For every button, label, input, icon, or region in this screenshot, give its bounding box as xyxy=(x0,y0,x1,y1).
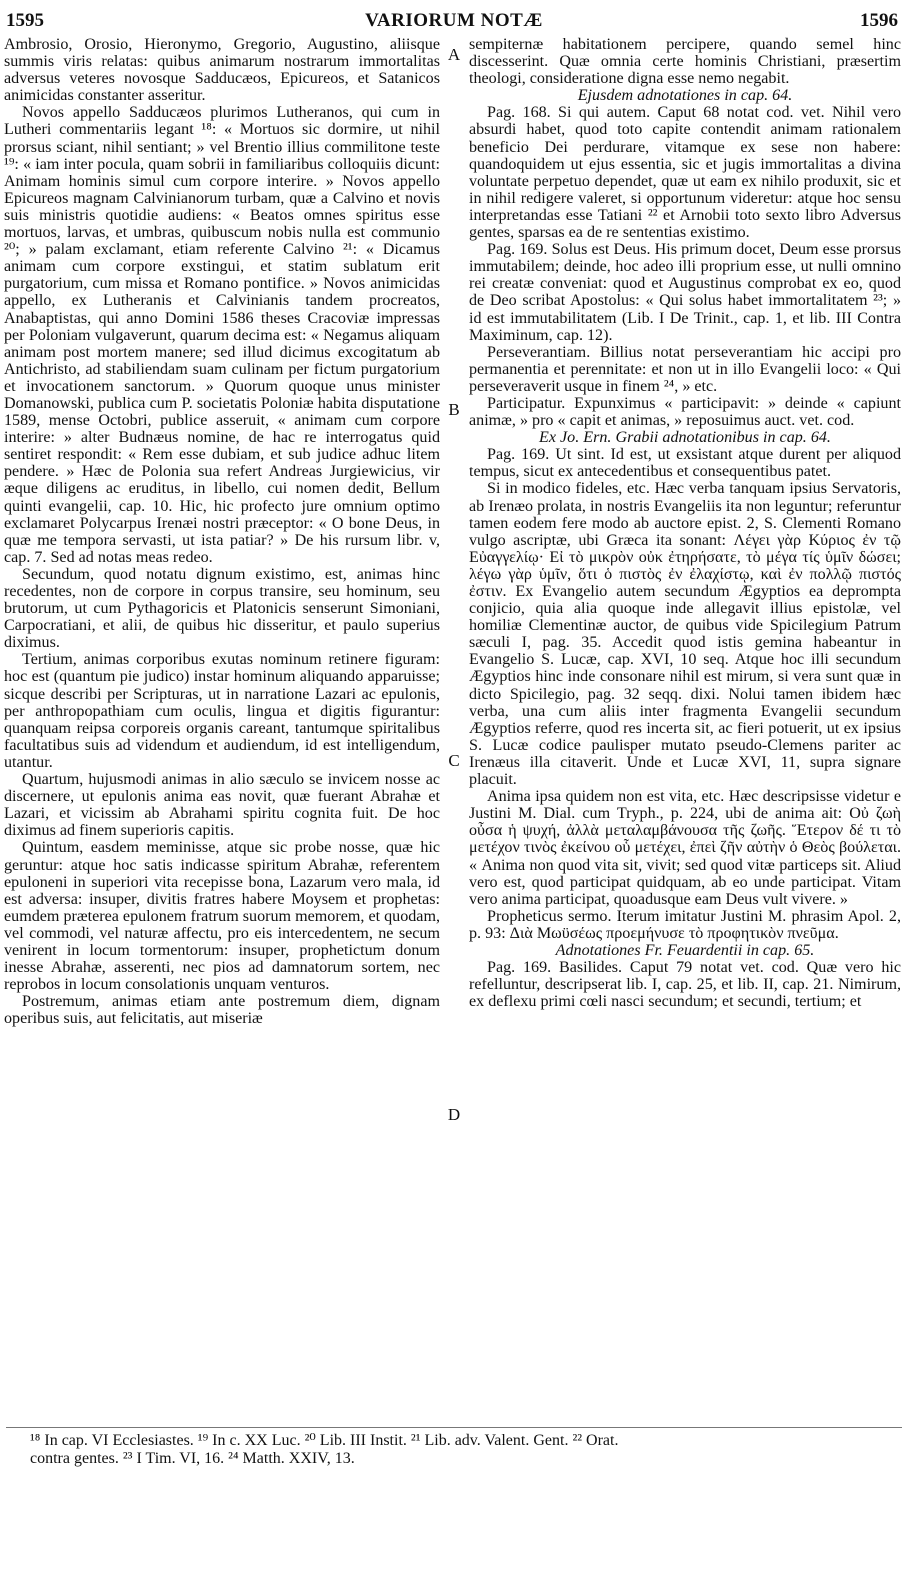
right-column xyxy=(469,36,901,1010)
footnote-line: ¹⁸ In cap. VI Ecclesiastes. ¹⁹ In c. XX Luc. ²⁰ Lib. III Instit. ²¹ Lib. adv. Valent. Gent. ²² Orat. xyxy=(30,1432,619,1449)
footnote-rule xyxy=(6,1427,902,1428)
footnote-line: contra gentes. ²³ I Tim. VI, 16. ²⁴ Matth. XXIV, 13. xyxy=(30,1450,355,1467)
footnotes xyxy=(30,1432,900,1468)
margin-letter-d: D xyxy=(447,1105,461,1124)
paragraph: Novos appello Sadducæos plurimos Lutheranos, qui cum in Lutheri commentariis legant ¹⁸: « Mortuos sic dormire, ut nihil prorsus sciant, nihil sentiant; » vel Brentio illius commilitone teste ¹⁹: « iam inter pocula, quam sobrii in familiaribus colloquiis dicunt: Animam hominis simul cum corpore interire. » Novos appello Epicureos magnam Calvinianorum turbam, quæ a Calvino et novis suis ministris quotidie audiens: « Beatos omnes spiritus esse mortuos, larvas, et umbras, quibuscum nobis nulla est communio ²⁰; » palam exclamant, etiam referente Calvino ²¹: « Dicamus animam cum corpore exstingui, et statim sublatum erit purgatorium, cum missa et Romano pontifice. » Novos animicidas appello, ex Lutheranis et Calvinianis tandem procreatos, Anabaptistas, qui anno Domini 1586 theses Cracoviæ impressas per Poloniam vulgaverunt, quarum decima est: « Negamus aliquam animam post mortem manere; sed illud dicimus excogitatum ab Antichristo, ad stabiliendam suam culinam per fictum purgatorium et invocationem sanctorum. » Quorum quoque unus minister Domanowski, publica cum P. societatis Poloniæ habita disputatione 1589, mense Octobri, publice asseruit, « animam cum corpore interire: » alter Budnæus nomine, de hac re interrogatus quid sentiret respondit: « Rem esse dubiam, et sub judice adhuc litem pendere. » Hæc de Polonia sua refert Andreas Jurgiewicius, vir æque diligens ac eruditus, in libello, cui nomen dedit, Bellum quinti evangelii, cap. 10. Hic, hic profecto jure omnium optimo exclamaret Polycarpus Irenæi nostri præceptor: « O bone Deus, in quæ me tempora servasti, ut ista patiar? » De his rursum libr. v, cap. 7. Sed ad notas meas redeo. xyxy=(4,104,440,566)
paragraph: Postremum, animas etiam ante postremum diem, dignam operibus suis, aut felicitatis, aut miseriæ xyxy=(4,993,440,1028)
paragraph: Pag. 169. Ut sint. Id est, ut exsistant atque durent per aliquod tempus, sicut ex antecedentibus et consequentibus patet. xyxy=(469,446,901,481)
paragraph: Propheticus sermo. Iterum imitatur Justini M. phrasim Apol. 2, p. 93: Διὰ Μωϋσέως προεμήνυσε τὸ προφητικὸν πνεῦμα. xyxy=(469,907,901,942)
running-title: VARIORUM NOTÆ xyxy=(365,10,543,31)
paragraph: Pag. 168. Si qui autem. Caput 68 notat cod. vet. Nihil vero absurdi habet, quod toto capite contendit animam rationalem beneficio Dei perdurare, vitamque ex sese non habere: quandoquidem ut ejus essentia, sic et jugis immortalitas a divina voluntate perpetuo dependet, quæ ut eam ex nihilo produxit, sic et in nihil redigere valeret, si opportunum videretur: atque hoc sensu interpretandas esse Tatiani ²² et Arnobii toto sexto libro Adversus gentes, sparsas ea de re sententias existimo. xyxy=(469,104,901,242)
paragraph: Si in modico fideles, etc. Hæc verba tanquam ipsius Servatoris, ab Irenæo prolata, in nostris Evangeliis ita non leguntur; referuntur tamen eodem fere modo ab auctore epist. 2, S. Clementi Romano vulgo ascriptæ, ubi Græca ita sonant: Λέγει γὰρ Κύριος ἐν τῷ Εὐαγγελίῳ· Εἰ τὸ μικρὸν οὐκ ἐτηρήσατε, τὸ μέγα τίς ὑμῖν δώσει; λέγω γὰρ ὑμῖν, ὅτι ὁ πιστὸς ἐν ἐλαχίστῳ, καὶ ἐν πολλῷ πιστός ἐστιν. Ex Evangelio autem secundum Ægyptios ea deprompta conjicio, quia alia quoque inde allegavit illius epistolæ, vel homiliæ Clementinæ auctor, de quibus vide Spicilegium Patrum sæculi I, pag. 35. Accedit quod istis gemina habeantur in Evangelio S. Lucæ, cap. XVI, 10 seq. Atque hoc illi secundum Ægyptios hinc inde consonare nihil est mirum, si vera sunt quæ in dicto Spicilegio, pag. 32 seqq. dixi. Nolui tamen ibidem hæc verba, una cum aliis inter fragmenta Evangelii secundum Ægyptios referre, quod res incerta sit, ac fieri potuerit, ut ex ipsius S. Lucæ codice paulisper mutato pseudo-Clemens pariter ac Irenæus illa citaverit. Unde et Lucæ XVI, 11, supra signare placuit. xyxy=(469,480,901,789)
paragraph: Secundum, quod notatu dignum existimo, est, animas hinc recedentes, non de corpore in corpus transire, seu hominum, seu brutorum, ut cum Pythagoricis et Platonicis senserunt Simoniani, Carpocratiani, et alii, de quibus hic disseritur, et paulo superius diximus. xyxy=(4,565,440,652)
section-heading: Adnotationes Fr. Feuardentii in cap. 65. xyxy=(555,941,815,959)
paragraph: Quartum, hujusmodi animas in alio sæculo se invicem nosse ac discernere, ut epulonis anima eas novit, quæ fuerant Abrahæ et Lazari, et vicissim ab Abrahami spiritu cognita fuit. De hoc diximus ad finem superioris capitis. xyxy=(4,771,440,840)
margin-letter-b: B xyxy=(448,400,460,419)
paragraph: Perseverantiam. Billius notat perseverantiam hic accipi pro permanentia et perennitate: et non ut in illo Evangelii loco: « Qui perseveraverit usque in finem ²⁴, » etc. xyxy=(469,343,901,395)
section-heading: Ex Jo. Ern. Grabii adnotationibus in cap. 64. xyxy=(539,429,831,447)
paragraph: Tertium, animas corporibus exutas nominum retinere figuram: hoc est (quantum pie judico) instar hominum aliquando apparuisse; sicque describi per Scripturas, ut in narratione Lazari ac epulonis, per anthropopathiam cum oculis, lingua et digitis figurantur: quanquam reipsa corporeis organis careant, tantumque spiritalibus facultatibus suis ad videndum et audiendum, id est intelligendum, utantur. xyxy=(4,651,440,771)
margin-letter-c: C xyxy=(448,751,460,770)
paragraph: Ambrosio, Orosio, Hieronymo, Gregorio, Augustino, aliisque summis viris relatas: quibus animarum nostrarum immortalitas adversus veteres novosque Sadducæos, Epicureos, et Satanicos animicidas constanter asseritur. xyxy=(4,36,440,105)
paragraph: Quintum, easdem meminisse, atque sic probe nosse, quæ hic geruntur: atque hoc satis indicasse spiritum Abrahæ, referentem epuloneni in superiori vita recepisse bona, Lazarum vero mala, id est adversa: insuper, divitis fratres habere Moysem et prophetas: eumdem præterea epulonem fratrum suorum memorem, et quodam, vel commodi, vel naturæ affectu, pro eis intercedentem, ne secum venirent in locum tormentorum: insuper, prophetictum donum inesse Abrahæ, asserenti, nec pios ad damnatorum sortem, nec reprobos in locum consolationis unquam venturos. xyxy=(4,839,440,994)
margin-letters xyxy=(440,0,468,1592)
paragraph: Anima ipsa quidem non est vita, etc. Hæc descripsisse videtur e Justini M. Dial. cum Tryph., p. 224, ubi de anima ait: Οὐ ζωὴ οὖσα ἡ ψυχή, ἀλλὰ μεταλαμβάνουσα τῆς ζωῆς. Ἕτερον δέ τι τὸ μετέχον τινὸς ἐκείνου οὗ μετέχει, ἐπεὶ ζῆν αὐτὴν ὁ Θεὸς βούλεται. « Anima non quod vita sit, vivit; sed quod vitæ particeps sit. Aliud vero est, quod participat quidquam, ab eo unde participat. Vitam vero anima participat, quoadusque eam Deus vult vivere. » xyxy=(469,788,901,908)
page-number-right: 1596 xyxy=(860,10,898,31)
paragraph: Pag. 169. Solus est Deus. His primum docet, Deum esse prorsus immutabilem; deinde, hoc adeo illi proprium esse, ut nulli omnino rei creatæ conveniat: quod et Augustinus comprobat ex eo, quod de Deo scribat Apostolus: « Qui solus habet immortalitatem ²³; » id est immutabilitatem (Lib. I De Trinit., cap. 1, et lib. III Contra Maximinum, cap. 12). xyxy=(469,241,901,344)
margin-letter-a: A xyxy=(447,45,461,64)
page-number-left: 1595 xyxy=(6,10,44,31)
left-column xyxy=(4,36,440,1027)
paragraph: Pag. 169. Basilides. Caput 79 notat vet. cod. Quæ vero hic refelluntur, descripserat lib. I, cap. 25, et lib. II, cap. 21. Nimirum, ex deflexu primi cœli nasci secundum; et secundi, tertium; et xyxy=(469,959,901,1011)
section-heading: Ejusdem adnotationes in cap. 64. xyxy=(577,87,793,105)
paragraph: sempiternæ habitationem percipere, quando semel hinc discesserint. Quæ omnia certe hominis Christiani, præsertim theologi, consideratione digna esse nemo negabit. xyxy=(469,36,901,88)
paragraph: Participatur. Expunximus « participavit: » deinde « capiunt animæ, » pro « capit et animas, » reposuimus auct. vet. cod. xyxy=(469,394,901,430)
